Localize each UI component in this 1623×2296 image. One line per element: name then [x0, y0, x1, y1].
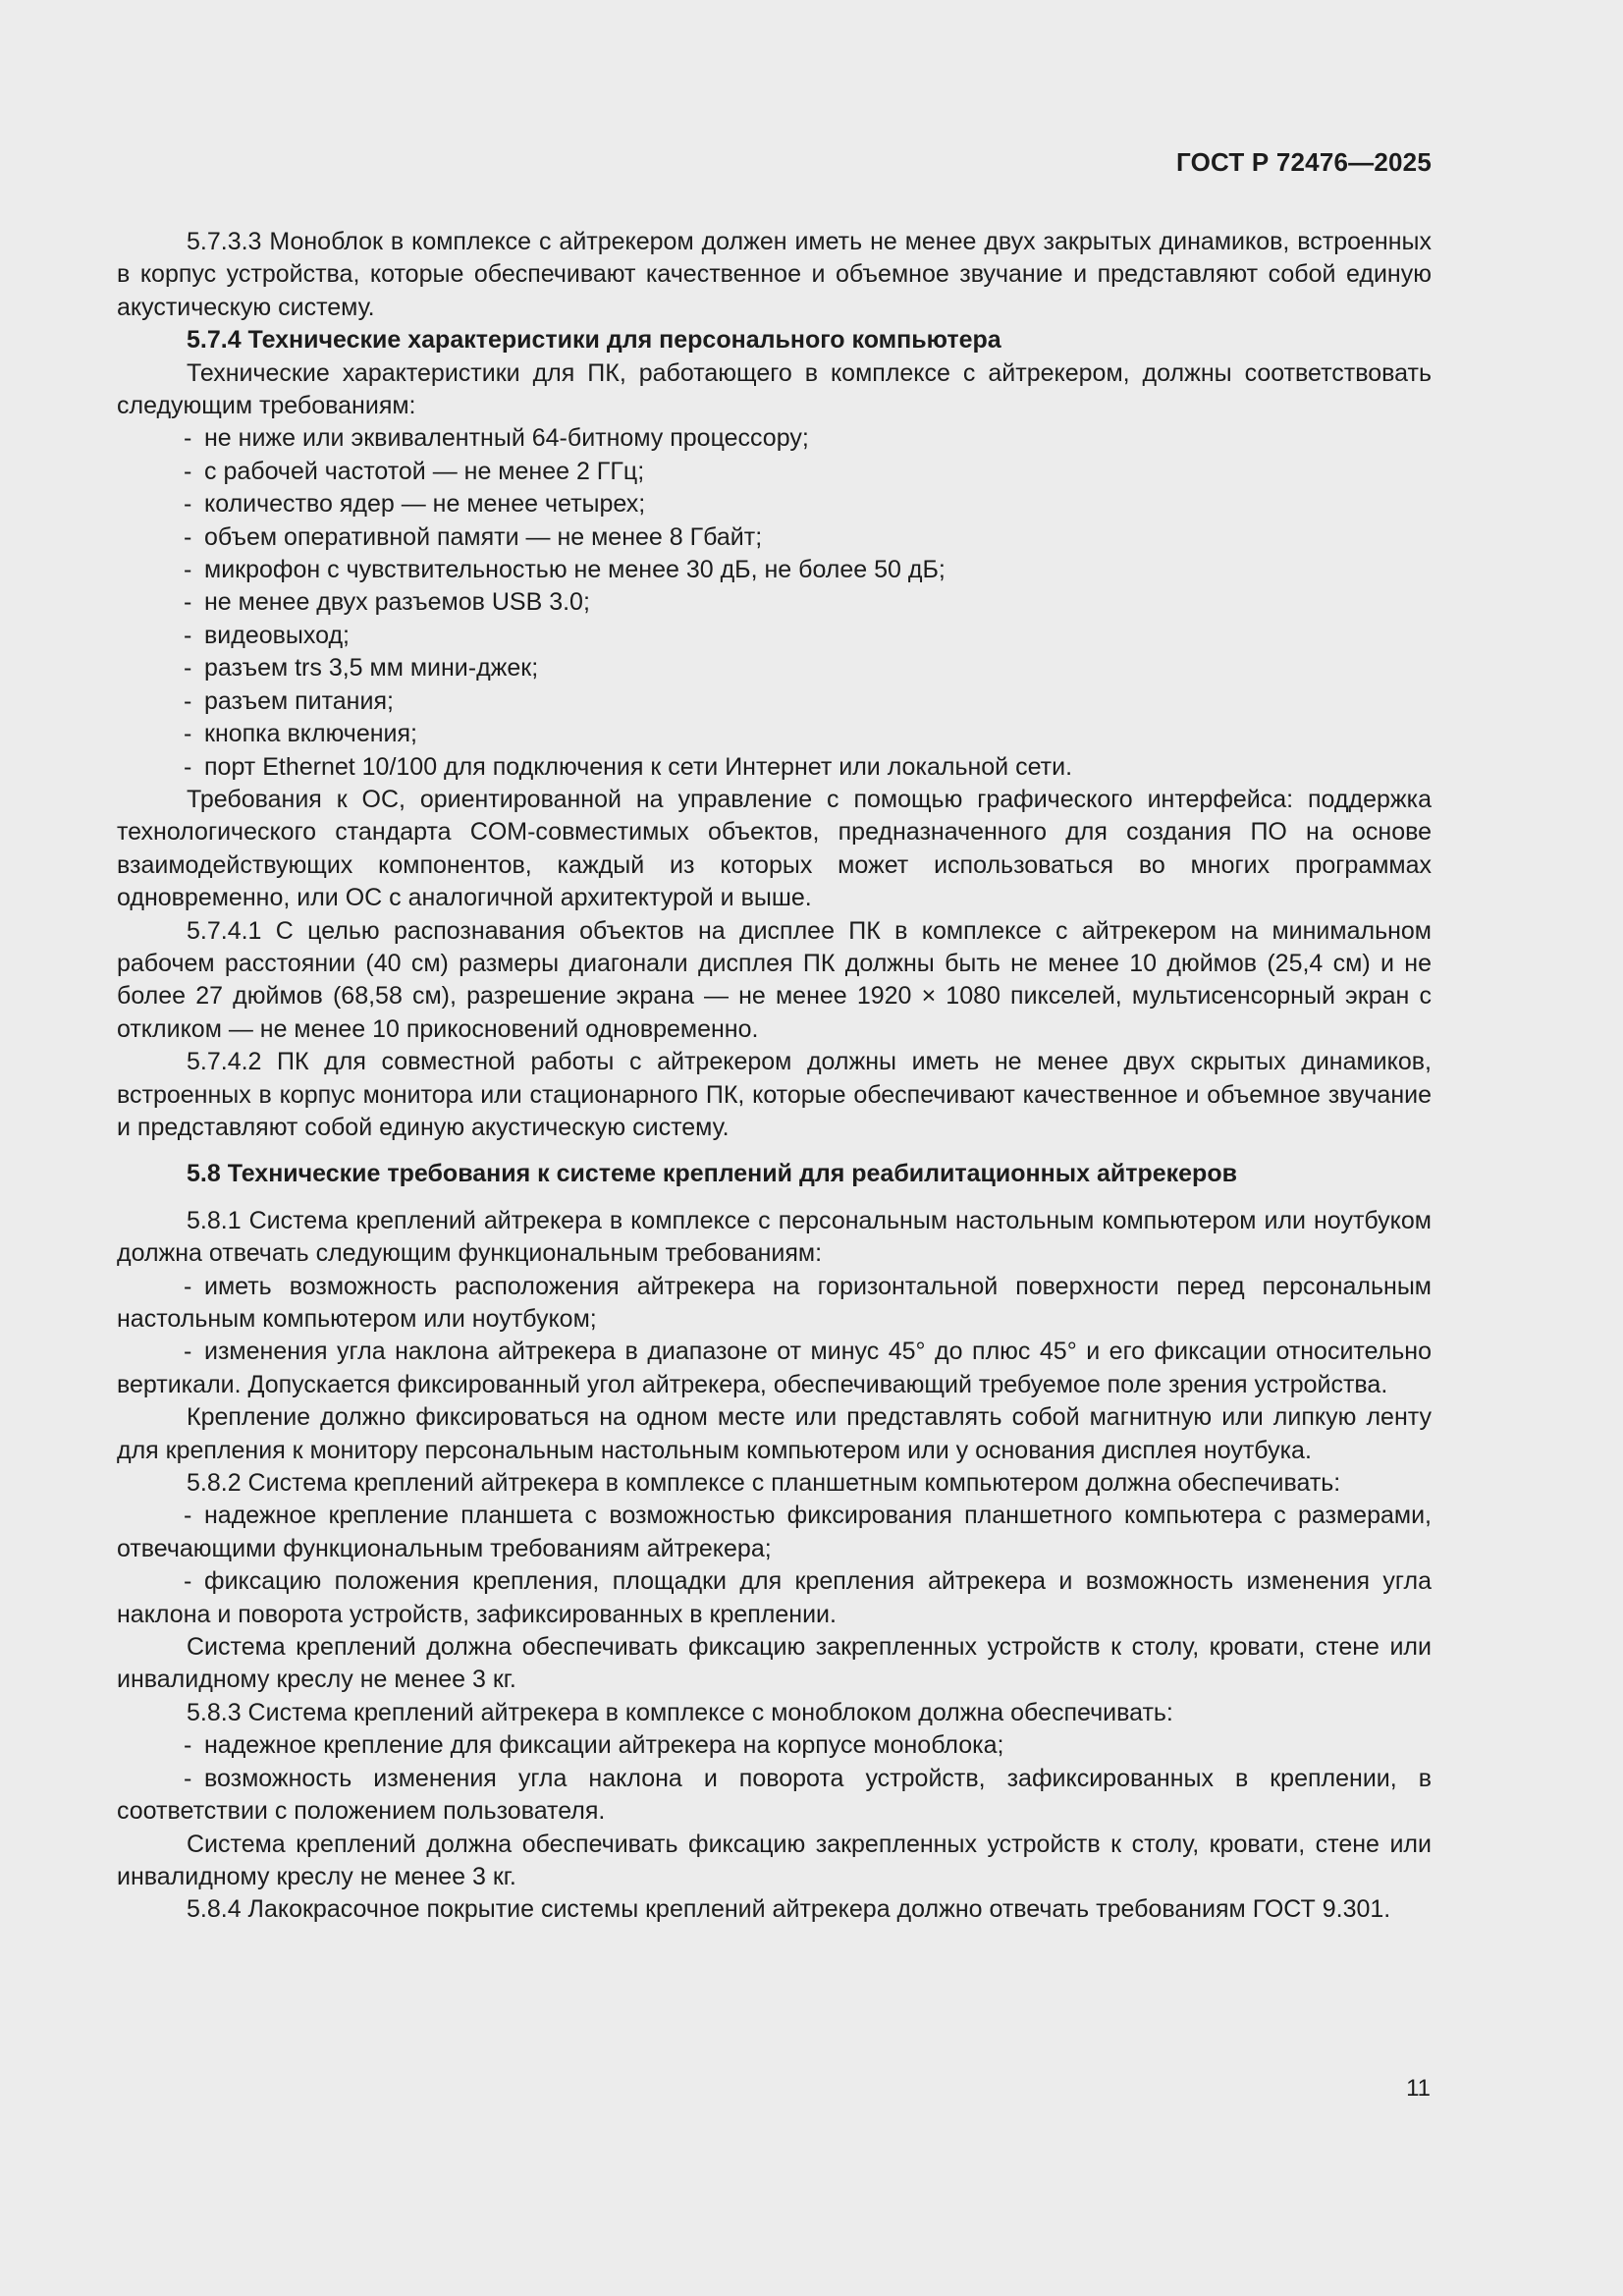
list-bullet: -	[184, 522, 192, 551]
list-item-text: иметь возможность расположения айтрекера на горизонтальной поверхности перед персональным настольным компьютером или ноутбуком;	[117, 1272, 1432, 1333]
list-bullet: -	[184, 424, 192, 453]
list-item	[117, 751, 1432, 784]
paragraph: Крепление должно фиксироваться на одном месте или представлять собой магнитную или липкую ленту для крепления к монитору персональным настольным компьютером или у основания дисплея ноутбука.	[117, 1403, 1432, 1464]
list-item	[117, 456, 1432, 488]
list-bullet: -	[184, 490, 192, 519]
list-bullet: -	[184, 686, 192, 715]
list-bullet: -	[184, 1338, 192, 1366]
list-item-text: не менее двух разъемов USB 3.0;	[204, 588, 590, 617]
list-item-text: видеовыход;	[204, 621, 350, 649]
paragraph: 5.7.3.3 Моноблок в комплексе с айтрекером должен иметь не менее двух закрытых динамиков, встроенных в корпус устройства, которые обеспечивают качественное и объемное звучание и представляют собой единую акустическую систему.	[117, 228, 1432, 321]
list-item	[117, 586, 1432, 619]
list-item	[117, 554, 1432, 586]
list-bullet: -	[184, 1764, 192, 1792]
paragraph: Система креплений должна обеспечивать фиксацию закрепленных устройств к столу, кровати, стене или инвалидному креслу не менее 3 кг.	[117, 1830, 1432, 1890]
list-item	[117, 1336, 1432, 1401]
paragraph: 5.7.4.2 ПК для совместной работы с айтрекером должны иметь не менее двух скрытых динамиков, встроенных в корпус монитора или стационарного ПК, которые обеспечивают качественное и объемное звучание и представляют собой единую акустическую систему.	[117, 1048, 1432, 1141]
list-item-text: объем оперативной памяти — не менее 8 Гбайт;	[204, 522, 763, 551]
list-bullet: -	[184, 1272, 192, 1300]
paragraph: 5.8.3 Система креплений айтрекера в комплексе с моноблоком должна обеспечивать:	[187, 1698, 1173, 1726]
paragraph: 5.8.4 Лакокрасочное покрытие системы креплений айтрекера должно отвечать требованиям ГОСТ 9.301.	[187, 1895, 1391, 1924]
paragraph: Система креплений должна обеспечивать фиксацию закрепленных устройств к столу, кровати, стене или инвалидному креслу не менее 3 кг.	[117, 1633, 1432, 1694]
paragraph: 5.8.2 Система креплений айтрекера в комплексе с планшетным компьютером должна обеспечивать:	[187, 1469, 1341, 1498]
list-bullet: -	[184, 457, 192, 485]
paragraph: 5.7.4.1 С целью распознавания объектов на дисплее ПК в комплексе с айтрекером на минимальном рабочем расстоянии (40 см) размеры диагонали дисплея ПК должны быть не менее 10 дюймов (25,4 см) и не более 27 дюймов (68,58 см), разрешение экрана — не менее 1920 × 1080 пикселей, мультисенсорный экран с откликом — не менее 10 прикосновений одновременно.	[117, 916, 1432, 1043]
list-bullet: -	[184, 621, 192, 649]
list-item-text: количество ядер — не менее четырех;	[204, 490, 646, 519]
list-item-text: порт Ethernet 10/100 для подключения к сети Интернет или локальной сети.	[204, 752, 1073, 781]
list-item-text: разъем trs 3,5 мм мини-джек;	[204, 654, 539, 683]
list-item	[117, 1271, 1432, 1337]
list-bullet: -	[184, 1502, 192, 1530]
list-item-text: не ниже или эквивалентный 64-битному процессору;	[204, 424, 809, 453]
list-item-text: надежное крепление для фиксации айтрекера на корпусе моноблока;	[204, 1731, 1004, 1760]
list-item-text: возможность изменения угла наклона и поворота устройств, зафиксированных в креплении, в соответствии с положением пользователя.	[117, 1764, 1432, 1826]
list-bullet: -	[184, 1567, 192, 1596]
list-bullet: -	[184, 588, 192, 617]
list-item	[117, 1729, 1432, 1762]
list-item	[117, 521, 1432, 554]
list-item	[117, 718, 1432, 750]
list-item	[117, 685, 1432, 718]
list-item	[117, 652, 1432, 684]
list-item	[117, 488, 1432, 520]
list-bullet: -	[184, 556, 192, 584]
list-item	[117, 1565, 1432, 1631]
list-bullet: -	[184, 1731, 192, 1760]
section-heading: 5.7.4 Технические характеристики для персонального компьютера	[187, 326, 1001, 355]
document-header: ГОСТ Р 72476—2025	[1176, 147, 1432, 177]
section-heading: 5.8 Технические требования к системе креплений для реабилитационных айтрекеров	[187, 1160, 1237, 1188]
document-body	[117, 226, 1432, 1927]
page-number: 11	[1406, 2075, 1431, 2102]
list-item-text: кнопка включения;	[204, 720, 417, 748]
paragraph: 5.8.1 Система креплений айтрекера в комплексе с персональным настольным компьютером или ноутбуком должна отвечать следующим функциональным требованиям:	[117, 1206, 1432, 1268]
list-item-text: разъем питания;	[204, 686, 394, 715]
list-bullet: -	[184, 720, 192, 748]
list-item	[117, 1763, 1432, 1829]
list-item	[117, 1500, 1432, 1565]
list-item-text: микрофон с чувствительностью не менее 30 дБ, не более 50 дБ;	[204, 556, 946, 584]
list-item-text: надежное крепление планшета с возможностью фиксирования планшетного компьютера с размерами, отвечающими функциональным требованиям айтрекера;	[117, 1502, 1432, 1562]
list-bullet: -	[184, 654, 192, 683]
list-item	[117, 422, 1432, 455]
paragraph: Технические характеристики для ПК, работающего в комплексе с айтрекером, должны соответствовать следующим требованиям:	[117, 358, 1432, 420]
list-bullet: -	[184, 752, 192, 781]
list-item-text: с рабочей частотой — не менее 2 ГГц;	[204, 457, 645, 485]
list-item	[117, 620, 1432, 652]
list-item-text: изменения угла наклона айтрекера в диапазоне от минус 45° до плюс 45° и его фиксации относительно вертикали. Допускается фиксированный угол айтрекера, обеспечивающий требуемое поле зрения устройства.	[117, 1338, 1432, 1398]
paragraph: Требования к ОС, ориентированной на управление с помощью графического интерфейса: поддержка технологического стандарта COM-совместимых объектов, предназначенного для создания ПО на основе взаимодействующих компонентов, каждый из которых может использоваться во многих программах одновременно, или ОС с аналогичной архитектурой и выше.	[117, 785, 1432, 912]
list-item-text: фиксацию положения крепления, площадки для крепления айтрекера и возможность изменения угла наклона и поворота устройств, зафиксированных в креплении.	[117, 1567, 1432, 1628]
